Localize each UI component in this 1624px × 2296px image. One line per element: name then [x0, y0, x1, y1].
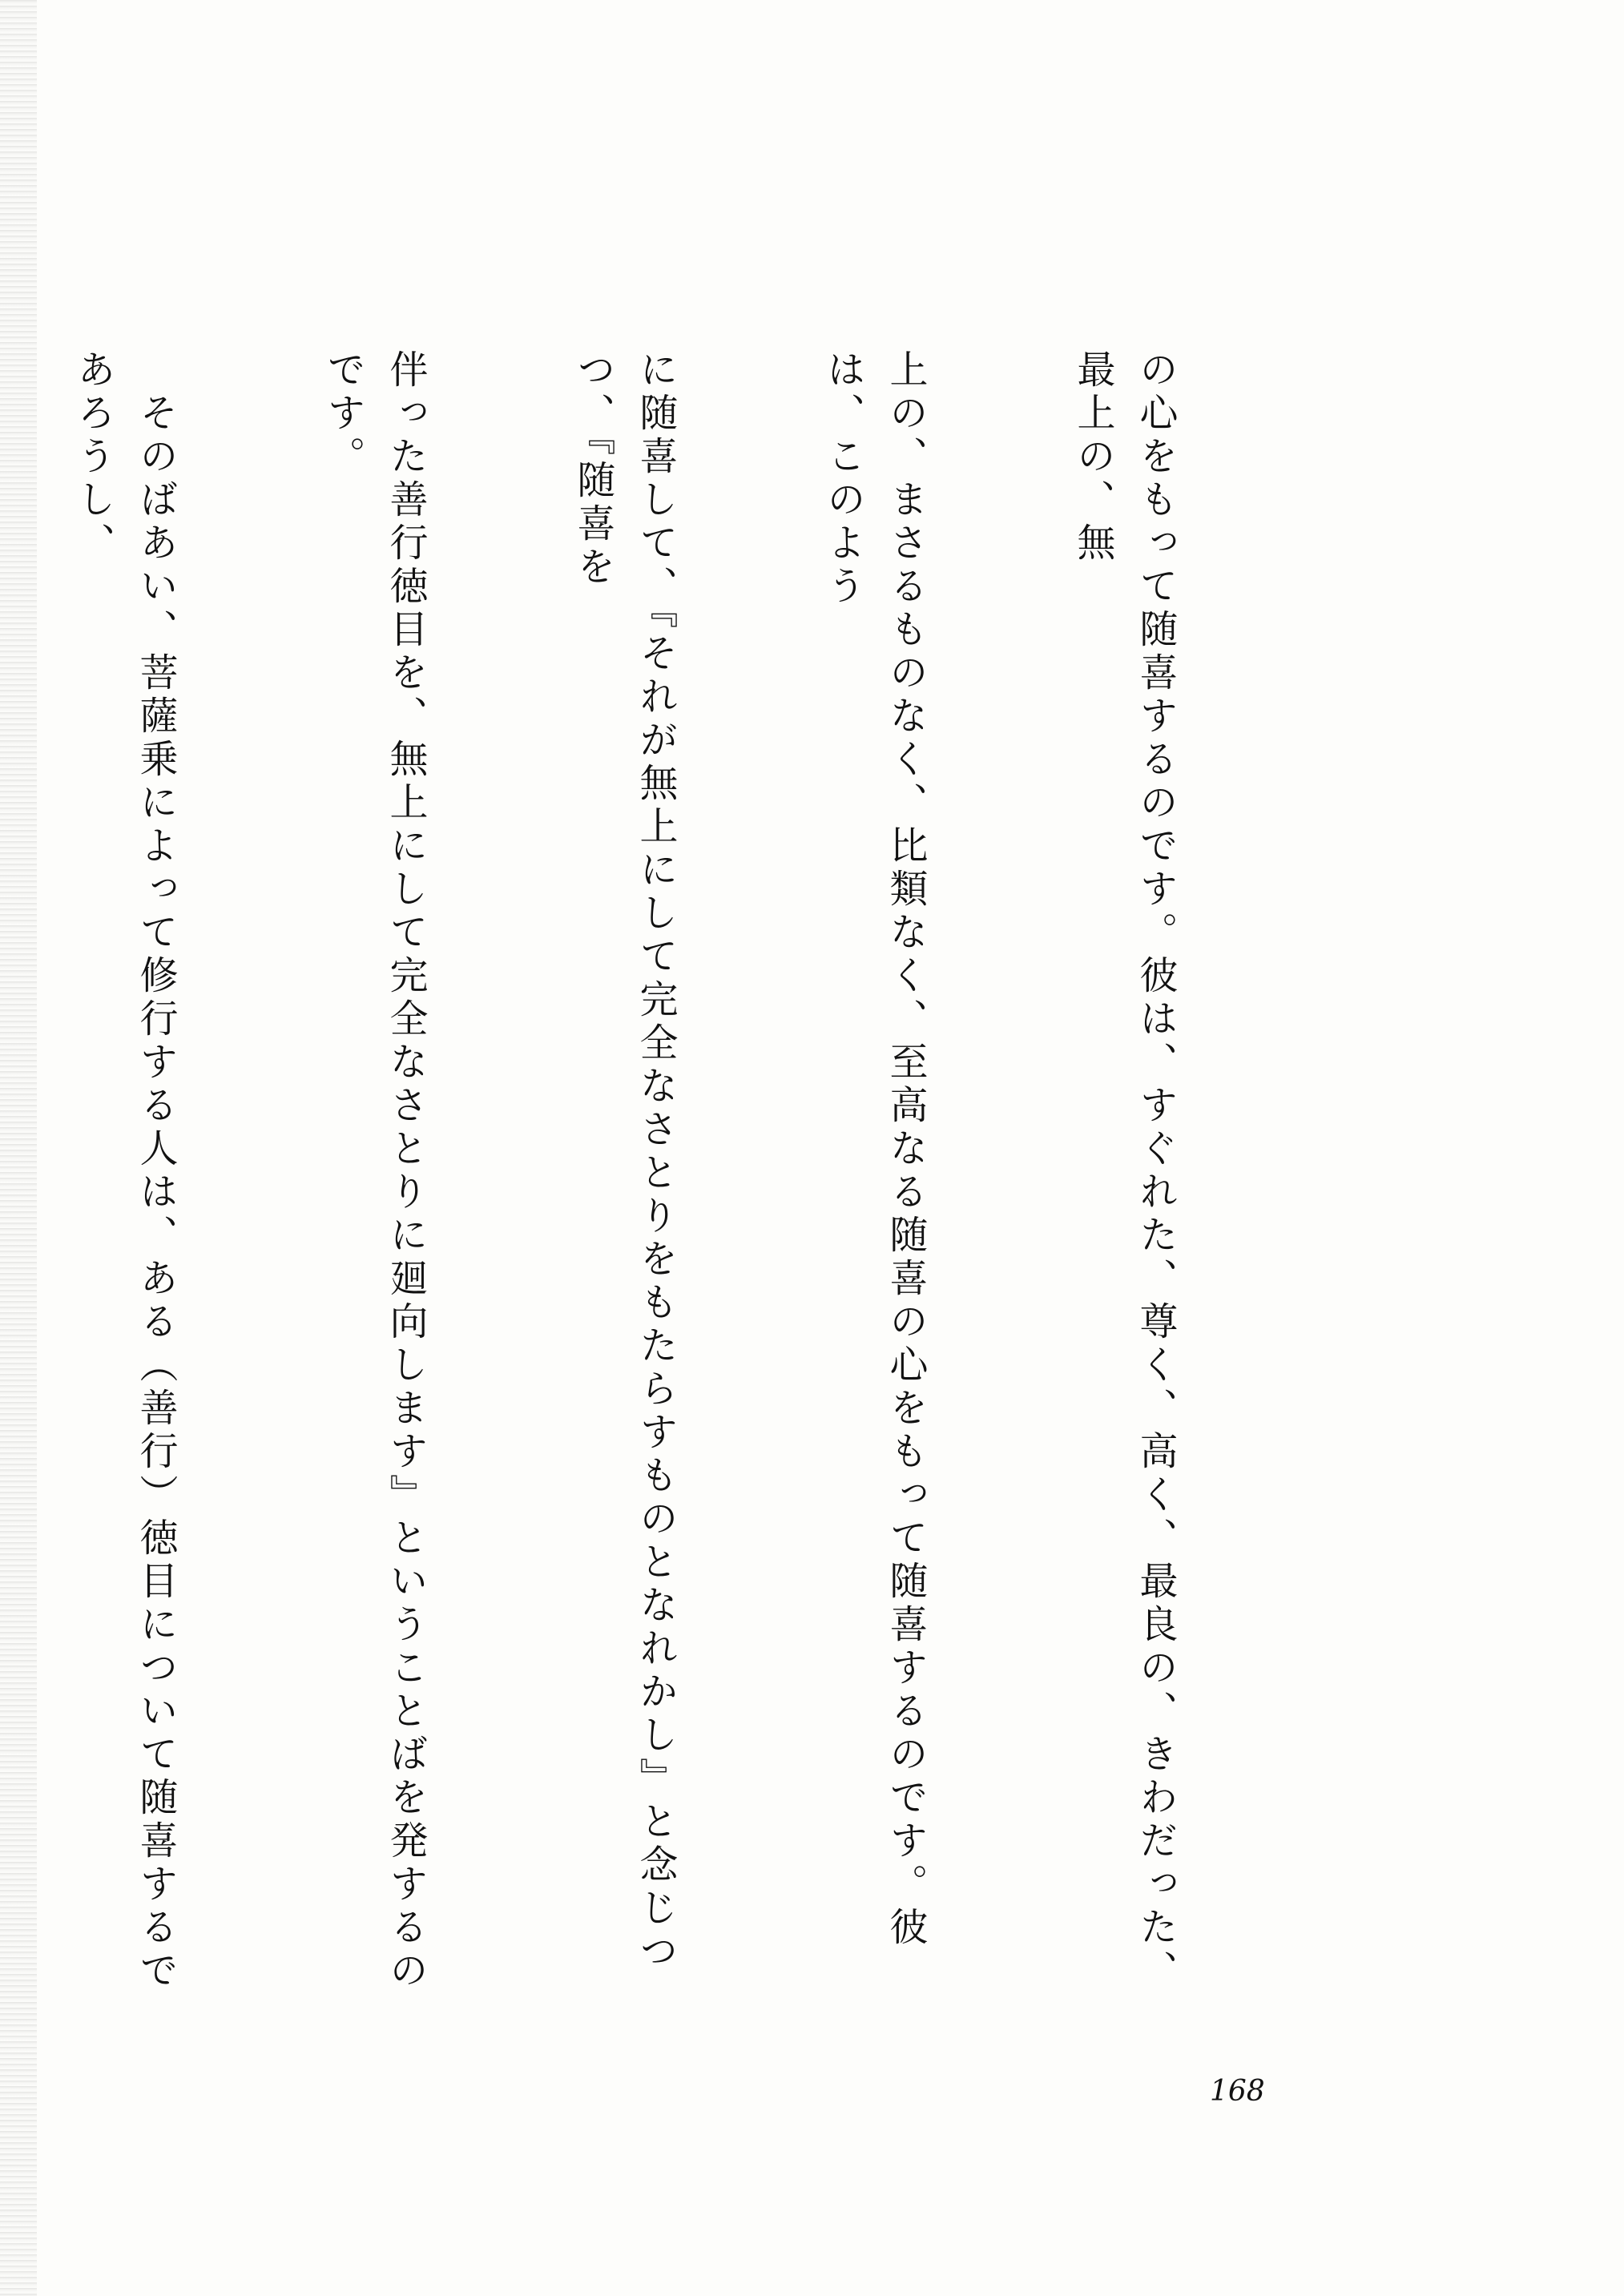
text-line: の心をもって随喜するのです。彼は、すぐれた、尊く、高く、最良の、きわだった、最上の、無 [1070, 349, 1178, 1993]
text-line: 伴った善行徳目を、無上にして完全なさとりに廻向します』ということばを発するのです。 [320, 349, 428, 1993]
text-line: 上の、まさるものなく、比類なく、至高なる随喜の心をもって随喜するのです。彼は、このよう [820, 349, 928, 1950]
text-line: に随喜して、『それが無上にして完全なさとりをもたらすものとなれかし』と念じつつ、『随喜を [570, 349, 678, 1974]
page-number: 168 [1210, 2075, 1265, 2108]
vertical-text-block [71, 349, 1312, 2016]
text-line: そのばあい、菩薩乗によって修行する人は、ある（善行）徳目について随喜するであろうし、 [71, 349, 178, 1993]
